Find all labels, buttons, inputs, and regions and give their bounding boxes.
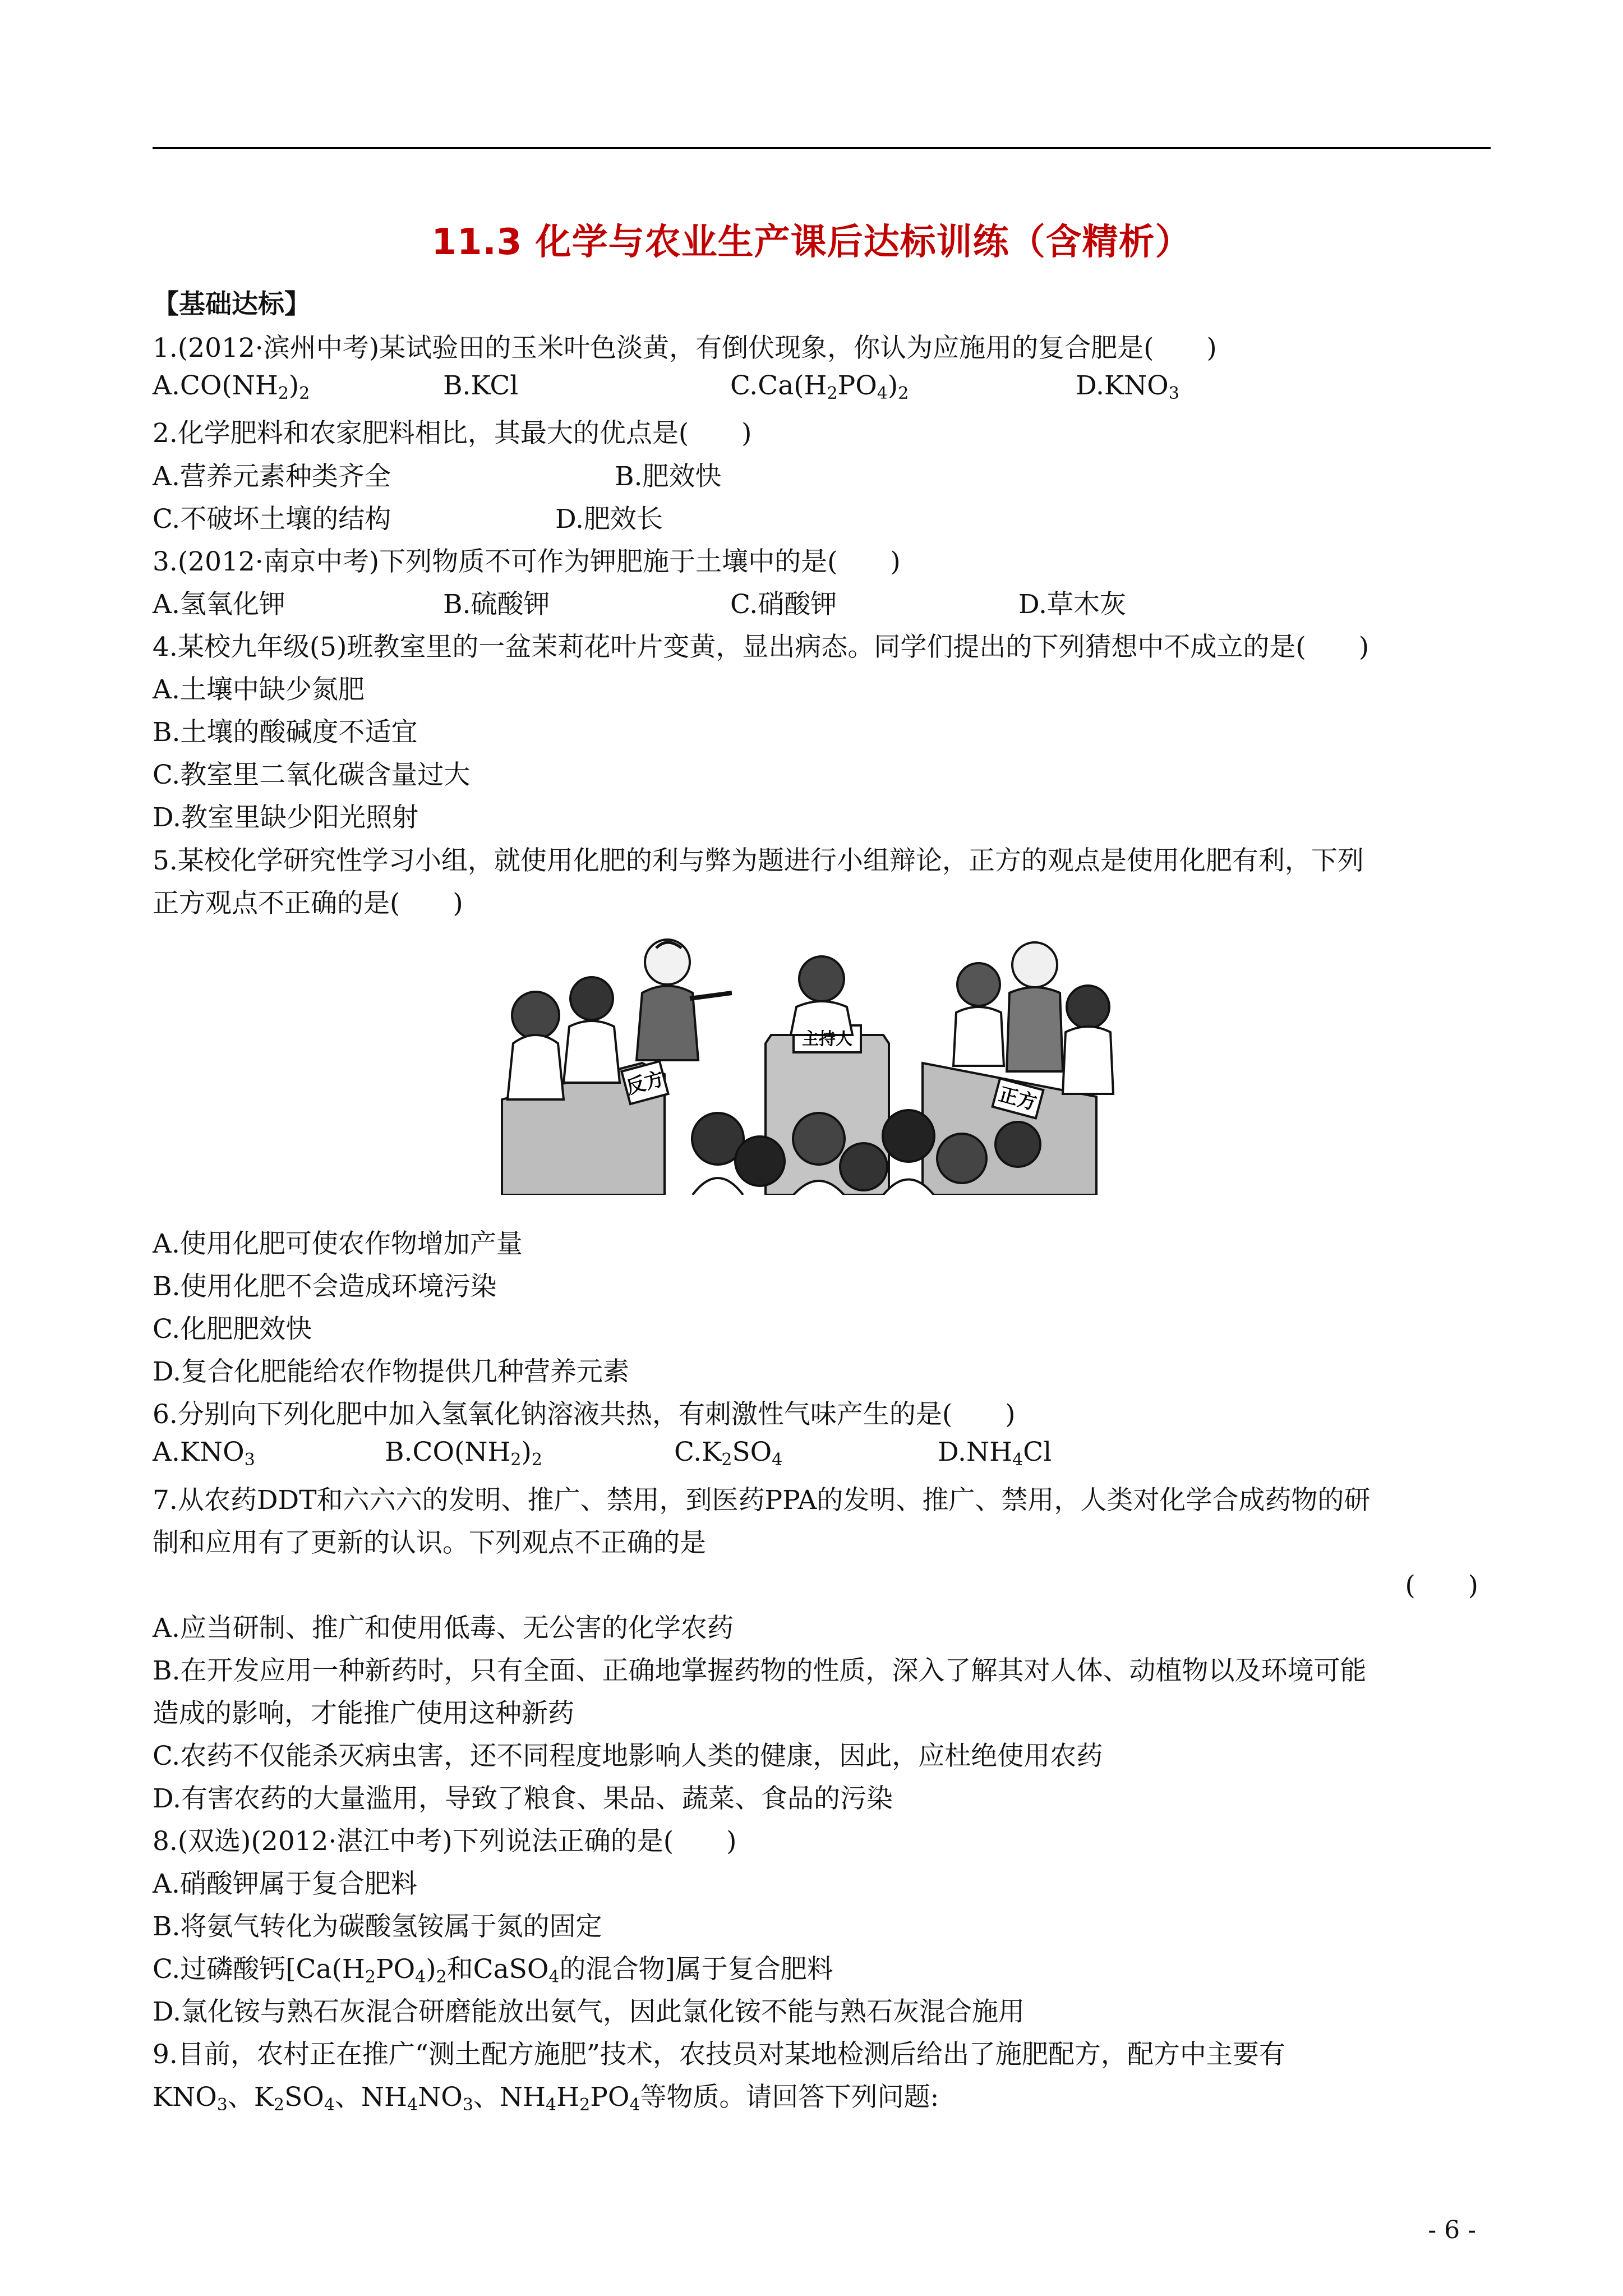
q4-option-a: A.土壤中缺少氮肥 [153,674,365,705]
q5-stem-line1: 5.某校化学研究性学习小组，就使用化肥的利与弊为题进行小组辩论，正方的观点是使用化肥有利，下列 [153,845,1364,876]
q8-option-d: D.氯化铵与熟石灰混合研磨能放出氨气，因此氯化铵不能与熟石灰混合施用 [153,1996,1025,2027]
q6-option-b: $B.CO(NH_2)_2$ [385,1437,542,1470]
q7-option-b-line1: B.在开发应用一种新药时，只有全面、正确地掌握药物的性质，深入了解其对人体、动植物以及环境可能 [153,1655,1367,1686]
q7-stem-line2: 制和应用有了更新的认识。下列观点不正确的是 [153,1527,706,1558]
q9-stem-line2: $KNO_3$、$K_2SO_4$、$NH_4NO_3$、$NH_4H_2PO_4$等物质。请回答下列问题: [153,2082,939,2115]
q5-stem-line2: 正方观点不正确的是( ) [153,888,463,919]
pro-side-sign: 正方 [996,1083,1039,1115]
q3-option-d: D.草木灰 [1018,589,1126,620]
q7-option-b-line2: 造成的影响，才能推广使用这种新药 [153,1698,574,1729]
q5-option-b: B.使用化肥不会造成环境污染 [153,1271,497,1302]
q6-option-a: $A.KNO_3$ [153,1437,255,1470]
q6-option-d: $D.NH_4Cl$ [938,1437,1052,1470]
q7-answer-paren: ( ) [1405,1570,1478,1601]
q8-option-b: B.将氨气转化为碳酸氢铵属于氮的固定 [153,1911,602,1942]
q2-option-c: C.不破坏土壤的结构 [153,504,391,535]
q4-stem: 4.某校九年级(5)班教室里的一盆茉莉花叶片变黄，显出病态。同学们提出的下列猜想中不成立的是( ) [153,632,1370,662]
q2-option-a: A.营养元素种类齐全 [153,461,391,492]
q3-stem: 3.(2012·南京中考)下列物质不可作为钾肥施于土壤中的是( ) [153,546,901,577]
header-rule [153,147,1491,149]
host-sign: 主持人 [802,1029,852,1049]
q2-option-d: D.肥效长 [555,504,663,535]
q4-option-d: D.教室里缺少阳光照射 [153,802,418,833]
q1-option-c: $C.Ca(H_2PO_4)_2$ [730,370,909,403]
q1-option-b: B.KCl [443,370,519,401]
q8-stem: 8.(双选)(2012·湛江中考)下列说法正确的是( ) [153,1826,737,1857]
q5-option-a: A.使用化肥可使农作物增加产量 [153,1228,523,1259]
q4-option-b: B.土壤的酸碱度不适宜 [153,717,418,748]
page-title: 11.3 化学与农业生产课后达标训练（含精析） [431,222,1192,263]
q6-option-c: $C.K_2SO_4$ [674,1437,783,1470]
debate-illustration [496,931,1138,1195]
q1-stem: 1.(2012·滨州中考)某试验田的玉米叶色淡黄，有倒伏现象，你认为应施用的复合肥是( ) [153,333,1217,364]
section-heading: 【基础达标】 [153,289,311,320]
q8-option-a: A.硝酸钾属于复合肥料 [153,1869,417,1899]
q1-option-a: $A.CO(NH_2)_2$ [153,370,310,403]
q6-stem: 6.分别向下列化肥中加入氢氧化钠溶液共热，有刺激性气味产生的是( ) [153,1399,1016,1430]
q3-option-c: C.硝酸钾 [730,589,837,620]
q7-option-c: C.农药不仅能杀灭病虫害，还不同程度地影响人类的健康，因此，应杜绝使用农药 [153,1741,1103,1772]
page-number: - 6 - [1428,2216,1476,2244]
q4-option-c: C.教室里二氧化碳含量过大 [153,760,471,790]
q2-option-b: B.肥效快 [615,461,722,492]
q7-option-d: D.有害农药的大量滥用，导致了粮食、果品、蔬菜、食品的污染 [153,1783,893,1814]
q3-option-b: B.硫酸钾 [443,589,550,620]
q2-stem: 2.化学肥料和农家肥料相比，其最大的优点是( ) [153,418,752,449]
q1-option-d: $D.KNO_3$ [1076,370,1179,403]
con-side-sign: 反方 [624,1067,667,1099]
q7-option-a: A.应当研制、推广和使用低毒、无公害的化学农药 [153,1613,734,1644]
q9-stem-line1: 9.目前，农村正在推广“测土配方施肥”技术，农技员对某地检测后给出了施肥配方，配方中主要有 [153,2039,1285,2070]
q5-option-c: C.化肥肥效快 [153,1314,312,1345]
q3-option-a: A.氢氧化钾 [153,589,285,620]
q7-stem-line1: 7.从农药DDT和六六六的发明、推广、禁用，到医药PPA的发明、推广、禁用，人类对化学合成药物的研 [153,1485,1371,1516]
q8-option-c: C.过磷酸钙[$Ca(H_2PO_4)_2$和CaSO$_4$的混合物]属于复合肥料 [153,1954,833,1987]
q5-option-d: D.复合化肥能给农作物提供几种营养元素 [153,1356,629,1387]
